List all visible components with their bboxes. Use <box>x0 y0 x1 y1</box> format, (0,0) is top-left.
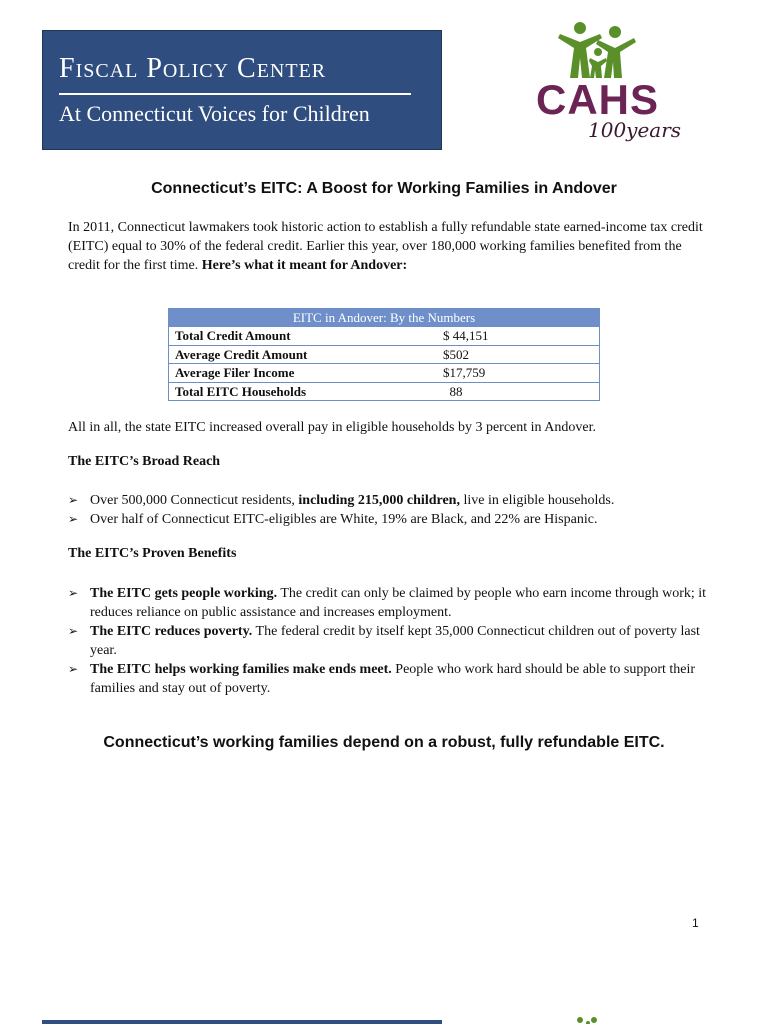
row-value: 88 <box>443 383 463 399</box>
arrow-bullet-icon: ➢ <box>68 586 79 600</box>
next-page-banner-edge <box>42 1020 442 1024</box>
benefits-heading: The EITC’s Proven Benefits <box>68 546 237 561</box>
arrow-bullet-icon: ➢ <box>68 493 79 507</box>
table-row <box>169 326 599 345</box>
row-label: Total EITC Households <box>175 383 307 399</box>
people-figures-icon <box>540 18 660 82</box>
closing-statement: Connecticut’s working families depend on a robust, fully refundable EITC. <box>103 734 665 751</box>
row-value: $ 44,151 <box>443 328 489 343</box>
fiscal-policy-center-banner <box>42 30 442 150</box>
page-number: 1 <box>692 916 699 930</box>
arrow-bullet-icon: ➢ <box>68 512 79 526</box>
eitc-numbers-table <box>168 308 600 401</box>
org-title: Fiscal Policy Center <box>59 53 327 84</box>
bullet-text: Over 500,000 Connecticut residents, <box>90 493 299 508</box>
row-value: $17,759 <box>443 365 486 380</box>
reach-bullets <box>68 491 708 529</box>
arrow-bullet-icon: ➢ <box>68 662 79 676</box>
logo-years: 100years <box>588 118 682 142</box>
arrow-bullet-icon: ➢ <box>68 624 79 638</box>
banner-divider <box>59 93 411 95</box>
bullet-text: Over half of Connecticut EITC-eligibles are White, 19% are Black, and 22% are Hispanic. <box>90 512 598 527</box>
org-subtitle: At Connecticut Voices for Children <box>59 101 370 126</box>
summary-paragraph: All in all, the state EITC increased overall pay in eligible households by 3 percent in Andover. <box>68 420 596 435</box>
bullet-text: The credit can only be claimed by people who earn income through work; it reduces reliance on public assistance and increases employment. <box>90 586 707 620</box>
table-row <box>169 382 599 401</box>
bullet-text: People who work hard should be able to support their families and stay out of poverty. <box>90 662 696 696</box>
bullet-bold: The EITC gets people working. <box>90 586 278 601</box>
bullet-bold: including 215,000 children, <box>298 493 460 508</box>
list-item <box>68 660 708 698</box>
cahs-logo <box>530 18 680 158</box>
table-header: EITC in Andover: By the Numbers <box>169 309 599 326</box>
bullet-bold: The EITC reduces poverty. <box>90 624 253 639</box>
bullet-text-end: live in eligible households. <box>459 493 615 508</box>
logo-text: CAHS <box>536 76 660 123</box>
intro-bold: Here’s what it meant for Andover: <box>201 258 408 273</box>
row-value: $502 <box>443 346 469 362</box>
row-label: Average Filer Income <box>175 365 295 380</box>
intro-paragraph <box>68 218 704 275</box>
bullet-text: The federal credit by itself kept 35,000 Connecticut children out of poverty last year. <box>90 624 700 658</box>
row-label: Total Credit Amount <box>175 328 291 343</box>
list-item <box>68 510 708 529</box>
bullet-bold: The EITC helps working families make ends meet. <box>90 662 392 677</box>
document-title: Connecticut’s EITC: A Boost for Working Families in Andover <box>151 180 617 197</box>
row-label: Average Credit Amount <box>175 346 308 362</box>
list-item <box>68 491 708 510</box>
next-page-logo-icon <box>560 1014 620 1024</box>
table-row <box>169 345 599 364</box>
list-item <box>68 584 708 622</box>
intro-text: In 2011, Connecticut lawmakers took historic action to establish a fully refundable state earned-income tax credit (EITC) equal to 30% of the federal credit. Earlier this year, over 180,000 working families benefited from the credit for the first time. <box>68 220 703 273</box>
reach-heading: The EITC’s Broad Reach <box>68 454 221 469</box>
table-row <box>169 363 599 382</box>
benefits-bullets <box>68 584 708 698</box>
list-item <box>68 622 708 660</box>
